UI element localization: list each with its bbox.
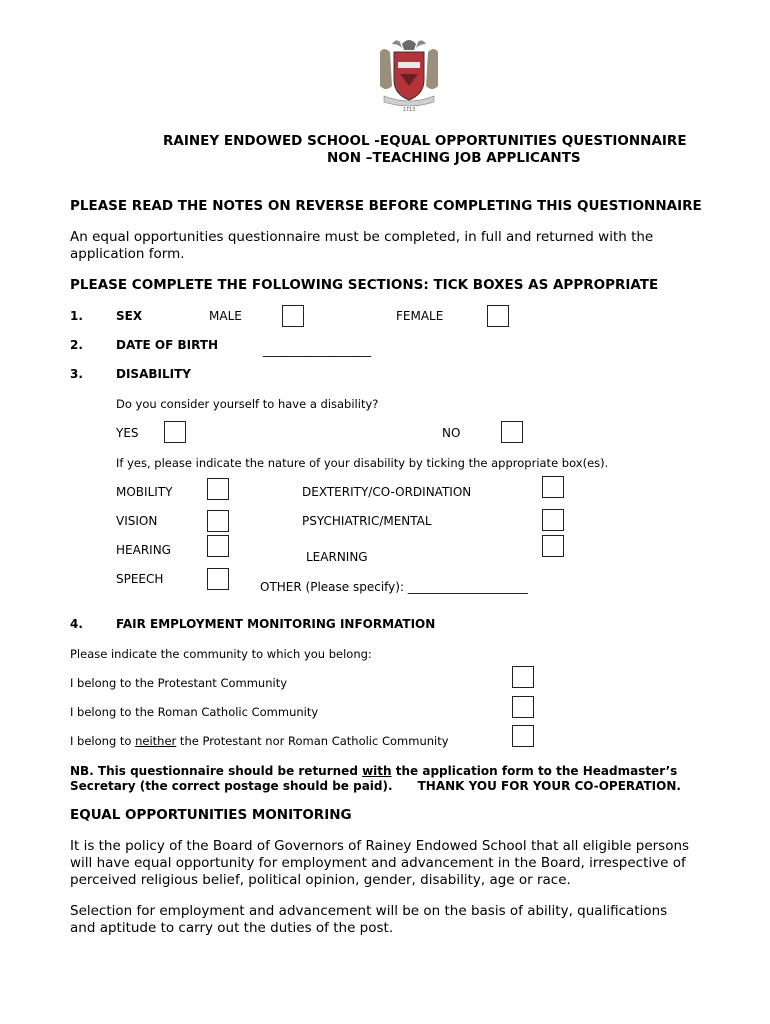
eo-paragraph-1: It is the policy of the Board of Governors of Rainey Endowed School that all eligible persons will have equal opportunity for employment and advancement in the Board, irrespective of perceived religious belief, political opinion, gender, disability, age or race. <box>70 838 690 888</box>
school-crest-logo <box>370 36 448 112</box>
disability-question: Do you consider yourself to have a disability? <box>116 397 379 411</box>
catholic-checkbox[interactable] <box>512 696 534 718</box>
learning-label: LEARNING <box>306 550 368 564</box>
male-checkbox[interactable] <box>282 305 304 327</box>
hearing-label: HEARING <box>116 543 171 557</box>
other-specify-field[interactable]: OTHER (Please specify): ____________________ <box>260 580 528 594</box>
hearing-checkbox[interactable] <box>207 535 229 557</box>
disability-no-checkbox[interactable] <box>501 421 523 443</box>
date-of-birth-label: DATE OF BIRTH <box>116 338 218 352</box>
female-checkbox[interactable] <box>487 305 509 327</box>
disability-label: DISABILITY <box>116 367 191 381</box>
section-3-number: 3. <box>70 367 83 381</box>
eo-paragraph-2: Selection for employment and advancement will be on the basis of ability, qualifications and aptitude to carry out the duties of the post. <box>70 903 668 936</box>
vision-label: VISION <box>116 514 158 528</box>
disability-instruction: If yes, please indicate the nature of your disability by ticking the appropriate box(es). <box>116 456 609 470</box>
yes-label: YES <box>116 426 139 440</box>
disability-yes-checkbox[interactable] <box>164 421 186 443</box>
no-label: NO <box>442 426 461 440</box>
nb-note-line1: NB. This questionnaire should be returned with the application form to the Headmaster’s <box>70 764 678 778</box>
svg-text:1713: 1713 <box>402 107 416 112</box>
complete-heading: PLEASE COMPLETE THE FOLLOWING SECTIONS: TICK BOXES AS APPROPRIATE <box>70 277 659 293</box>
mobility-label: MOBILITY <box>116 485 173 499</box>
psychiatric-label: PSYCHIATRIC/MENTAL <box>302 514 432 528</box>
form-title-line2: NON –TEACHING JOB APPLICANTS <box>327 150 581 166</box>
section-4-number: 4. <box>70 617 83 631</box>
form-title-line1: RAINEY ENDOWED SCHOOL -EQUAL OPPORTUNITIES QUESTIONNAIRE <box>163 133 687 149</box>
speech-checkbox[interactable] <box>207 568 229 590</box>
section-1-number: 1. <box>70 309 83 323</box>
learning-checkbox[interactable] <box>542 535 564 557</box>
speech-label: SPEECH <box>116 572 164 586</box>
neither-checkbox[interactable] <box>512 725 534 747</box>
male-label: MALE <box>209 309 242 323</box>
psychiatric-checkbox[interactable] <box>542 509 564 531</box>
dexterity-label: DEXTERITY/CO-ORDINATION <box>302 485 472 499</box>
catholic-label: I belong to the Roman Catholic Community <box>70 705 319 719</box>
sex-label: SEX <box>116 309 143 323</box>
fair-employment-label: FAIR EMPLOYMENT MONITORING INFORMATION <box>116 617 436 631</box>
nb-note-line2: Secretary (the correct postage should be paid). THANK YOU FOR YOUR CO-OPERATION. <box>70 779 681 793</box>
notes-heading: PLEASE READ THE NOTES ON REVERSE BEFORE COMPLETING THIS QUESTIONNAIRE <box>70 198 702 214</box>
vision-checkbox[interactable] <box>207 510 229 532</box>
dexterity-checkbox[interactable] <box>542 476 564 498</box>
mobility-checkbox[interactable] <box>207 478 229 500</box>
female-label: FEMALE <box>396 309 444 323</box>
neither-label: I belong to neither the Protestant nor Roman Catholic Community <box>70 734 449 748</box>
community-question: Please indicate the community to which you belong: <box>70 647 372 661</box>
protestant-label: I belong to the Protestant Community <box>70 676 288 690</box>
eo-heading: EQUAL OPPORTUNITIES MONITORING <box>70 807 352 823</box>
date-of-birth-field[interactable]: __________________ <box>263 343 371 357</box>
protestant-checkbox[interactable] <box>512 666 534 688</box>
intro-text: An equal opportunities questionnaire must be completed, in full and returned with the application form. <box>70 229 654 262</box>
section-2-number: 2. <box>70 338 83 352</box>
